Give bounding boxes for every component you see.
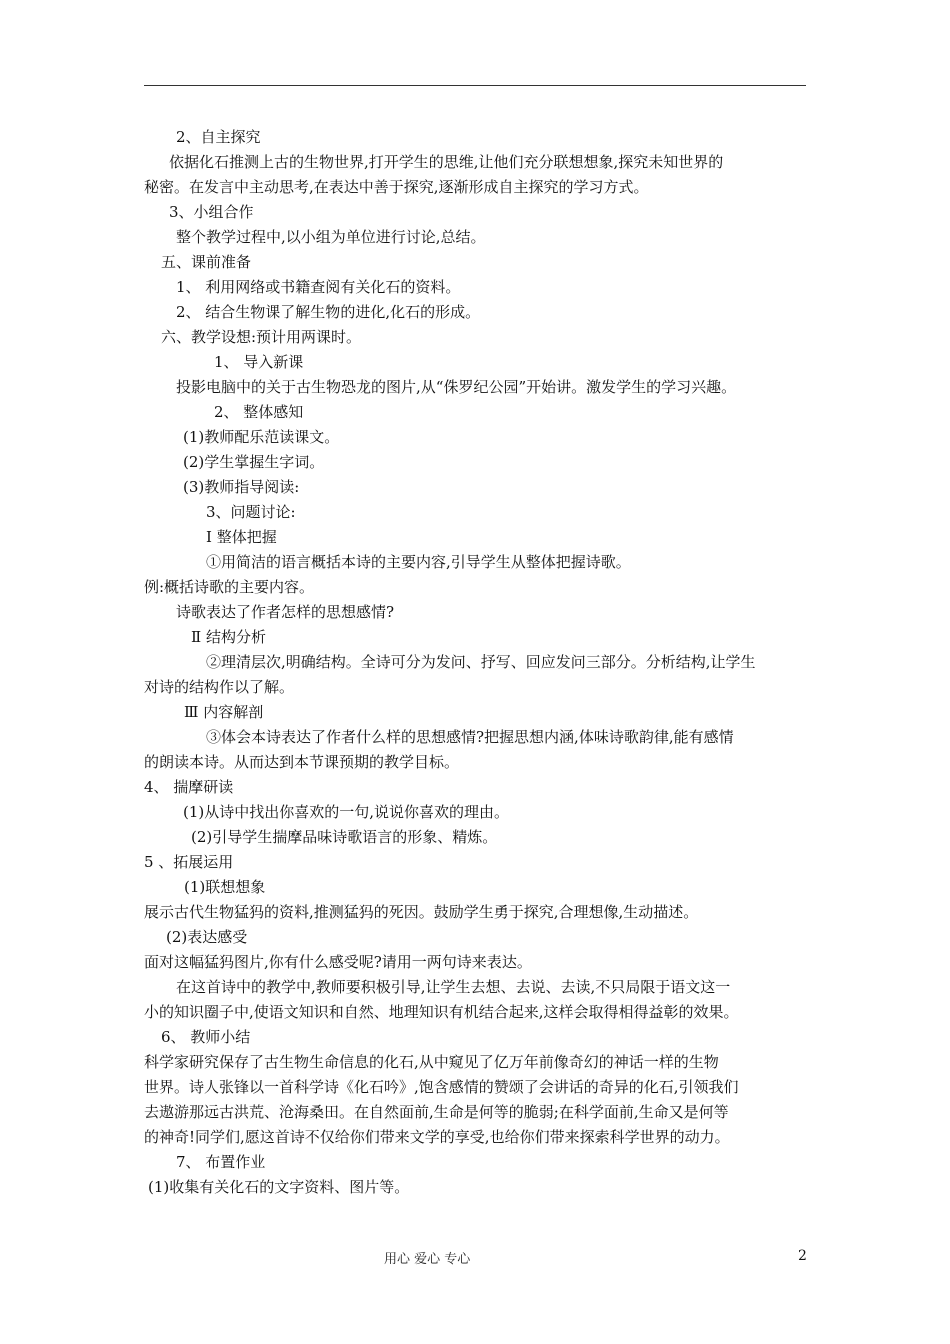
list-item: 1、 利用网络或书籍查阅有关化石的资料。 [176, 278, 461, 296]
heading-teaching-plan: 六、教学设想:预计用两课时。 [161, 328, 362, 346]
list-item: (2)表达感受 [166, 928, 248, 946]
paragraph-line: 诗歌表达了作者怎样的思想感情? [176, 603, 395, 621]
list-item: (1)教师配乐范读课文。 [183, 428, 340, 446]
heading-overall: 2、 整体感知 [214, 403, 304, 421]
heading-summary: 6、 教师小结 [161, 1028, 251, 1046]
heading-close-reading: 4、 揣摩研读 [144, 778, 234, 796]
paragraph-line: 的朗读本诗。从而达到本节课预期的教学目标。 [144, 753, 460, 771]
list-item: (2)学生掌握生字词。 [183, 453, 325, 471]
heading-group-work: 3、小组合作 [169, 203, 254, 221]
paragraph-line: ①用简洁的语言概括本诗的主要内容,引导学生从整体把握诗歌。 [206, 553, 631, 571]
list-item: (2)引导学生揣摩品味诗歌语言的形象、精炼。 [191, 828, 498, 846]
subheading-content: Ⅲ 内容解剖 [184, 703, 264, 721]
paragraph-line: ②理清层次,明确结构。全诗可分为发问、抒写、回应发问三部分。分析结构,让学生 [206, 653, 756, 671]
list-item: (1)从诗中找出你喜欢的一句,说说你喜欢的理由。 [183, 803, 510, 821]
paragraph-line: 依据化石推测上古的生物世界,打开学生的思维,让他们充分联想想象,探究未知世界的 [169, 153, 724, 171]
paragraph-line: 在这首诗中的教学中,教师要积极引导,让学生去想、去说、去读,不只局限于语文这一 [176, 978, 731, 996]
header-rule [144, 85, 806, 86]
subheading-overall-grasp: Ⅰ 整体把握 [206, 528, 277, 546]
paragraph-line: 秘密。在发言中主动思考,在表达中善于探究,逐渐形成自主探究的学习方式。 [144, 178, 649, 196]
heading-self-inquiry: 2、自主探究 [176, 128, 261, 146]
paragraph-line: 世界。诗人张锋以一首科学诗《化石吟》,饱含感情的赞颂了会讲话的奇异的化石,引领我们 [144, 1078, 739, 1096]
paragraph-line: 对诗的结构作以了解。 [144, 678, 295, 696]
paragraph-line: 小的知识圈子中,使语文知识和自然、地理知识有机结合起来,这样会取得相得益彰的效果。 [144, 1003, 739, 1021]
paragraph-line: 去遨游那远古洪荒、沧海桑田。在自然面前,生命是何等的脆弱;在科学面前,生命又是何等 [144, 1103, 729, 1121]
heading-preparation: 五、课前准备 [161, 253, 252, 271]
subheading-structure: Ⅱ 结构分析 [191, 628, 266, 646]
heading-homework: 7、 布置作业 [176, 1153, 266, 1171]
list-item: (1)收集有关化石的文字资料、图片等。 [148, 1178, 410, 1196]
list-item: (1)联想想象 [184, 878, 266, 896]
page-number: 2 [798, 1248, 807, 1264]
heading-discussion: 3、问题讨论: [206, 503, 296, 521]
heading-extension: 5 、拓展运用 [144, 853, 234, 871]
paragraph-line: 面对这幅猛犸图片,你有什么感受呢?请用一两句诗来表达。 [144, 953, 532, 971]
heading-intro: 1、 导入新课 [214, 353, 304, 371]
paragraph-line: 投影电脑中的关于古生物恐龙的图片,从“侏罗纪公园”开始讲。激发学生的学习兴趣。 [176, 378, 737, 396]
paragraph-line: ③体会本诗表达了作者什么样的思想感情?把握思想内涵,体味诗歌韵律,能有感情 [206, 728, 734, 746]
list-item: 2、 结合生物课了解生物的进化,化石的形成。 [176, 303, 481, 321]
footer-motto: 用心 爱心 专心 [384, 1252, 471, 1267]
list-item: (3)教师指导阅读: [183, 478, 300, 496]
paragraph-line: 例:概括诗歌的主要内容。 [144, 578, 315, 596]
paragraph-line: 展示古代生物猛犸的资料,推测猛犸的死因。鼓励学生勇于探究,合理想像,生动描述。 [144, 903, 699, 921]
paragraph-line: 整个教学过程中,以小组为单位进行讨论,总结。 [176, 228, 486, 246]
paragraph-line: 的神奇!同学们,愿这首诗不仅给你们带来文学的享受,也给你们带来探索科学世界的动力。 [144, 1128, 730, 1146]
paragraph-line: 科学家研究保存了古生物生命信息的化石,从中窥见了亿万年前像奇幻的神话一样的生物 [144, 1053, 719, 1071]
